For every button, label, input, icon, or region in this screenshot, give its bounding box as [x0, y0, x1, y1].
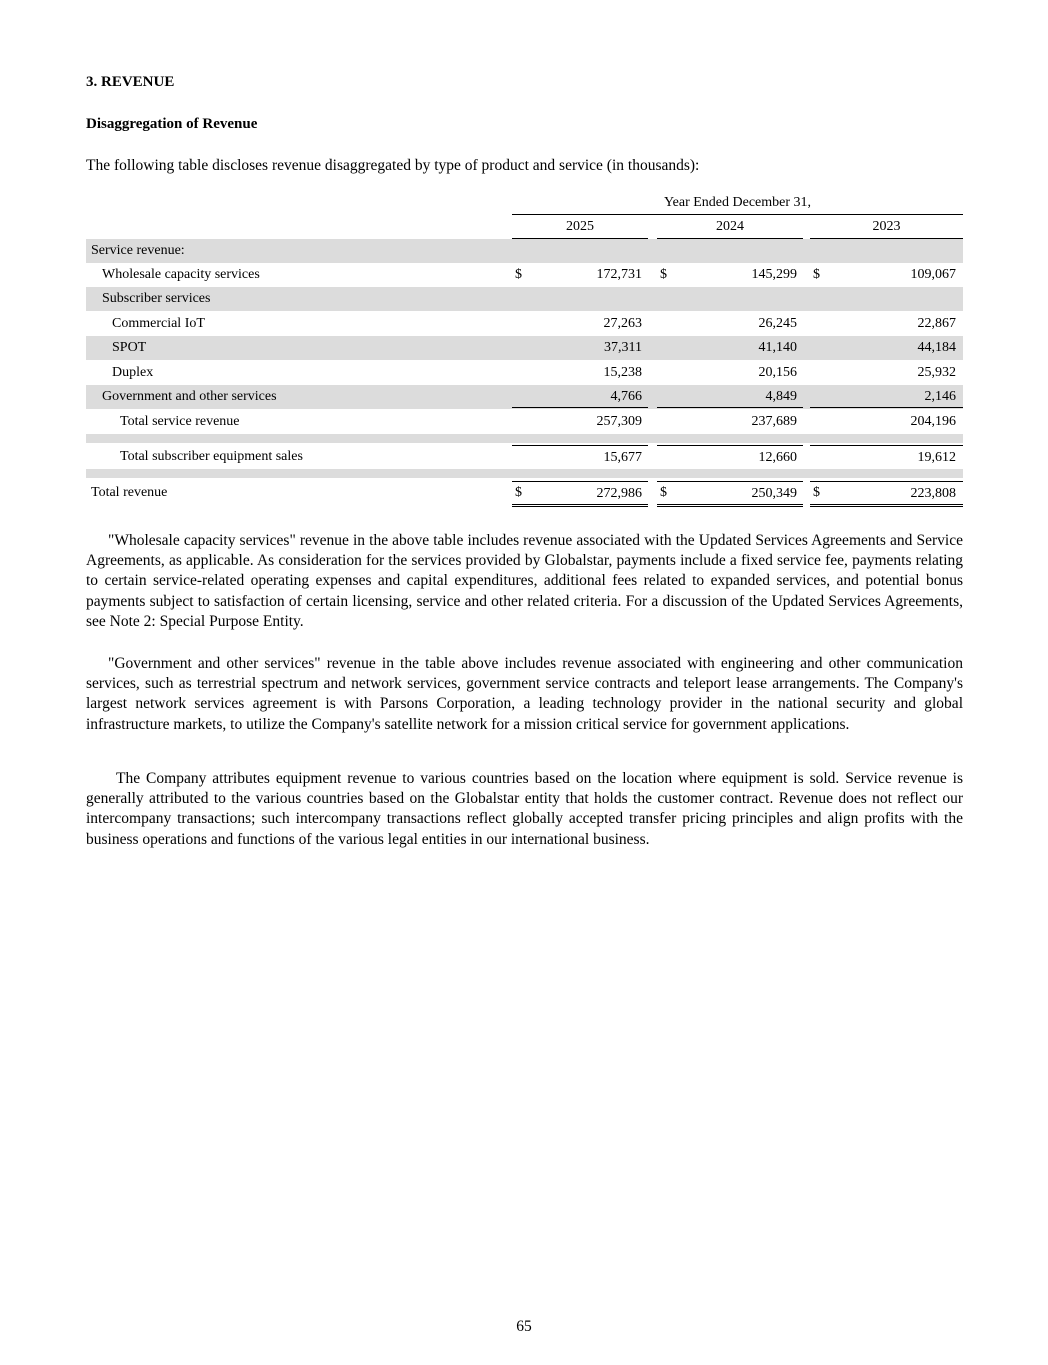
table-row — [86, 481, 963, 505]
value-2024: 237,689 — [751, 414, 797, 429]
currency-symbol: $ — [813, 485, 820, 500]
value-2023: 109,067 — [910, 267, 956, 282]
value-2025: 272,986 — [512, 481, 648, 507]
value-2024: 26,245 — [758, 316, 797, 331]
paragraph-wholesale: "Wholesale capacity services" revenue in the above table includes revenue associated with the Updated Services Agreements and Service Agreements, as applicable. As consideration for the services provided by Globalstar, payments include a fixed service fee, payments relating to certain service-related operating expenses and capital expenditures, additional fees related to expanded services, and potential bonus payments subject to satisfaction of certain licensing, service and other related criteria. For a discussion of the Updated Services Agreements, see Note 2: Special Purpose Entity. — [86, 532, 963, 630]
value-2025: 4,766 — [512, 385, 648, 408]
row-label: Total subscriber equipment sales — [120, 449, 303, 464]
table-row — [86, 239, 963, 263]
row-label: Wholesale capacity services — [102, 267, 260, 282]
table-row — [86, 410, 963, 434]
paragraph-equipment: The Company attributes equipment revenue to various countries based on the location where equipment is sold. Service revenue is generally attributed to the various countries based on the Globalstar entity that holds the customer contract. Revenue does not reflect our intercompany transactions; such intercompany transactions reflect globally accepted transfer pricing principles and align profits with the business operations and functions of the various legal entities in our international business. — [86, 770, 963, 848]
value-2025: 15,677 — [512, 445, 648, 470]
value-2025: 257,309 — [596, 414, 642, 429]
value-2024: 145,299 — [751, 267, 797, 282]
row-label: Commercial IoT — [112, 316, 205, 331]
spacer-row — [86, 469, 963, 478]
value-2023: 25,932 — [917, 365, 956, 380]
value-2023: 223,808 — [810, 481, 963, 507]
spacer-row — [86, 434, 963, 443]
value-2024: 20,156 — [758, 365, 797, 380]
value-2025: 37,311 — [604, 340, 642, 355]
currency-symbol: $ — [660, 267, 667, 282]
value-2025: 27,263 — [603, 316, 642, 331]
year-header-2023: 2023 — [810, 216, 963, 239]
page-number: 65 — [516, 1318, 532, 1335]
value-2024: 250,349 — [657, 481, 803, 507]
row-label: Total service revenue — [120, 414, 240, 429]
value-2024: 4,849 — [657, 385, 803, 408]
currency-symbol: $ — [813, 267, 820, 282]
section-title: 3. REVENUE — [86, 74, 175, 90]
row-label: Total revenue — [91, 485, 168, 500]
subsection-title: Disaggregation of Revenue — [86, 116, 258, 132]
value-2025: 15,238 — [603, 365, 642, 380]
value-2024: 41,140 — [758, 340, 797, 355]
row-label: Government and other services — [102, 389, 277, 404]
year-header-2024: 2024 — [657, 216, 803, 239]
value-2023: 204,196 — [910, 414, 956, 429]
row-label: Subscriber services — [102, 291, 211, 306]
value-2023: 22,867 — [917, 316, 956, 331]
row-label: Duplex — [112, 365, 154, 380]
period-header: Year Ended December 31, — [512, 192, 963, 215]
currency-symbol: $ — [515, 485, 522, 500]
year-header-2025: 2025 — [512, 216, 648, 239]
value-2023: 2,146 — [810, 385, 963, 408]
value-2023: 44,184 — [917, 340, 956, 355]
currency-symbol: $ — [660, 485, 667, 500]
row-label: SPOT — [112, 340, 147, 355]
table-row — [86, 312, 963, 336]
table-row — [86, 263, 963, 287]
paragraph-government: "Government and other services" revenue in the table above includes revenue associated with engineering and other communication services, such as terrestrial spectrum and network services, government service contracts and teleport lease arrangements. The Company's largest network services agreement is with Parsons Corporation, a leading technology provider in the national security and global infrastructure markets, to utilize the Company's satellite network for a mission critical service for government applications. — [86, 655, 963, 733]
currency-symbol: $ — [515, 267, 522, 282]
table-row — [86, 445, 963, 469]
row-label: Service revenue: — [91, 243, 185, 258]
table-row — [86, 287, 963, 311]
value-2024: 12,660 — [657, 445, 803, 470]
intro-text: The following table discloses revenue disaggregated by type of product and service (in thousands): — [86, 157, 700, 174]
table-row — [86, 385, 963, 409]
table-row — [86, 361, 963, 385]
value-2023: 19,612 — [810, 445, 963, 470]
table-row — [86, 336, 963, 360]
value-2025: 172,731 — [596, 267, 642, 282]
